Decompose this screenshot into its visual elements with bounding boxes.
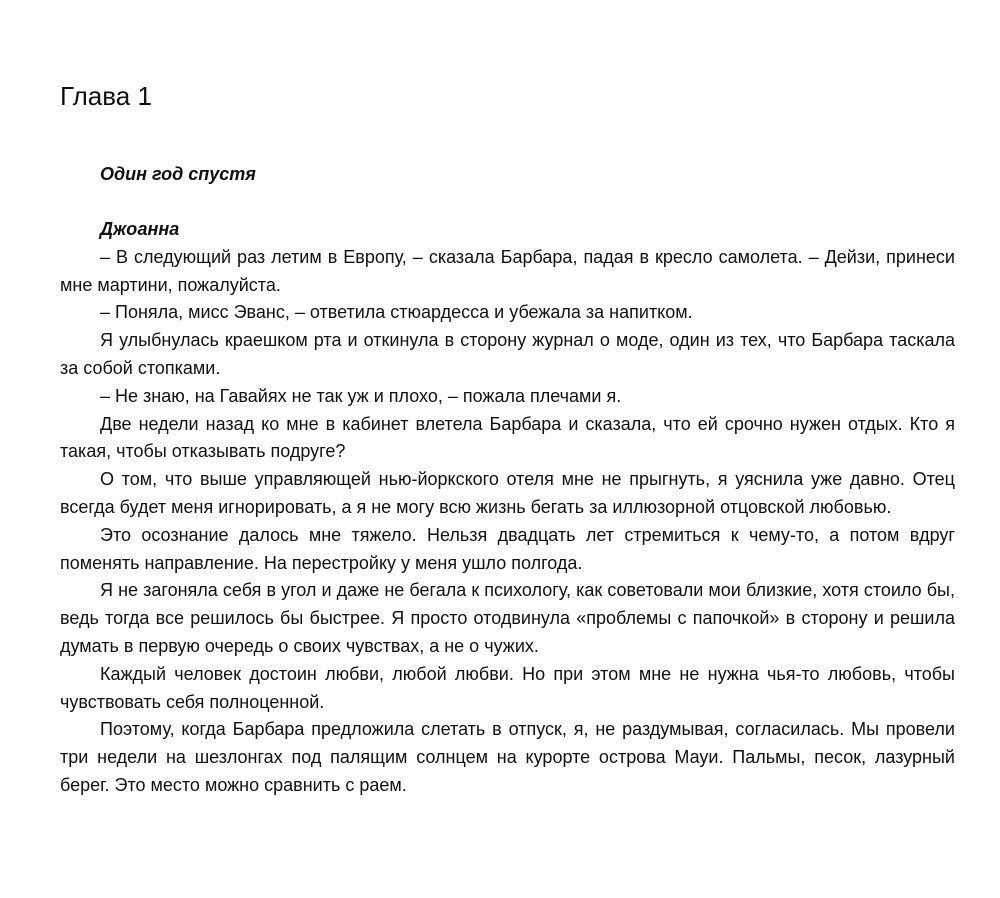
paragraph: Каждый человек достоин любви, любой любви. Но при этом мне не нужна чья-то любовь, чтобы чувствовать себя полноценной.	[60, 663, 955, 712]
chapter-title: Глава 1	[60, 81, 152, 111]
chapter-subtitle: Один год спустя	[100, 164, 256, 184]
paragraph: Я не загоняла себя в угол и даже не бегала к психологу, как советовали мои близкие, хотя стоило бы, ведь тогда все решилось бы быстрее. Я просто отодвинула «проблемы с папочкой» в сторону и решила думать в первую очередь о своих чувствах, а не о чужих.	[60, 580, 955, 656]
paragraph: Это осознание далось мне тяжело. Нельзя двадцать лет стремиться к чему-то, а потом вдруг поменять направление. На перестройку у меня ушло полгода.	[60, 524, 955, 573]
paragraph: Я улыбнулась краешком рта и откинула в сторону журнал о моде, один из тех, что Барбара таскала за собой стопками.	[60, 330, 955, 378]
paragraph: Две недели назад ко мне в кабинет влетела Барбара и сказала, что ей срочно нужен отдых. Кто я такая, чтобы отказывать подруге?	[60, 413, 955, 462]
paragraph: – В следующий раз летим в Европу, – сказала Барбара, падая в кресло самолета. – Дейзи, принеси мне мартини, пожалуйста.	[60, 246, 955, 295]
paragraph: О том, что выше управляющей нью-йоркского отеля мне не прыгнуть, я уяснила уже давно. Отец всегда будет меня игнорировать, а я не могу всю жизнь бегать за иллюзорной отцовской любовью.	[60, 469, 955, 517]
paragraph: – Не знаю, на Гавайях не так уж и плохо, – пожала плечами я.	[100, 385, 622, 406]
paragraph: – Поняла, мисс Эванс, – ответила стюардесса и убежала за напитком.	[100, 302, 693, 323]
pov-heading: Джоанна	[100, 219, 180, 239]
paragraph: Поэтому, когда Барбара предложила слетать в отпуск, я, не раздумывая, согласилась. Мы провели три недели на шезлонгах под палящим солнцем на курорте острова Мауи. Пальмы, песок, лазурный берег. Это место можно сравнить с раем.	[60, 719, 955, 795]
chapter-body	[60, 216, 955, 800]
